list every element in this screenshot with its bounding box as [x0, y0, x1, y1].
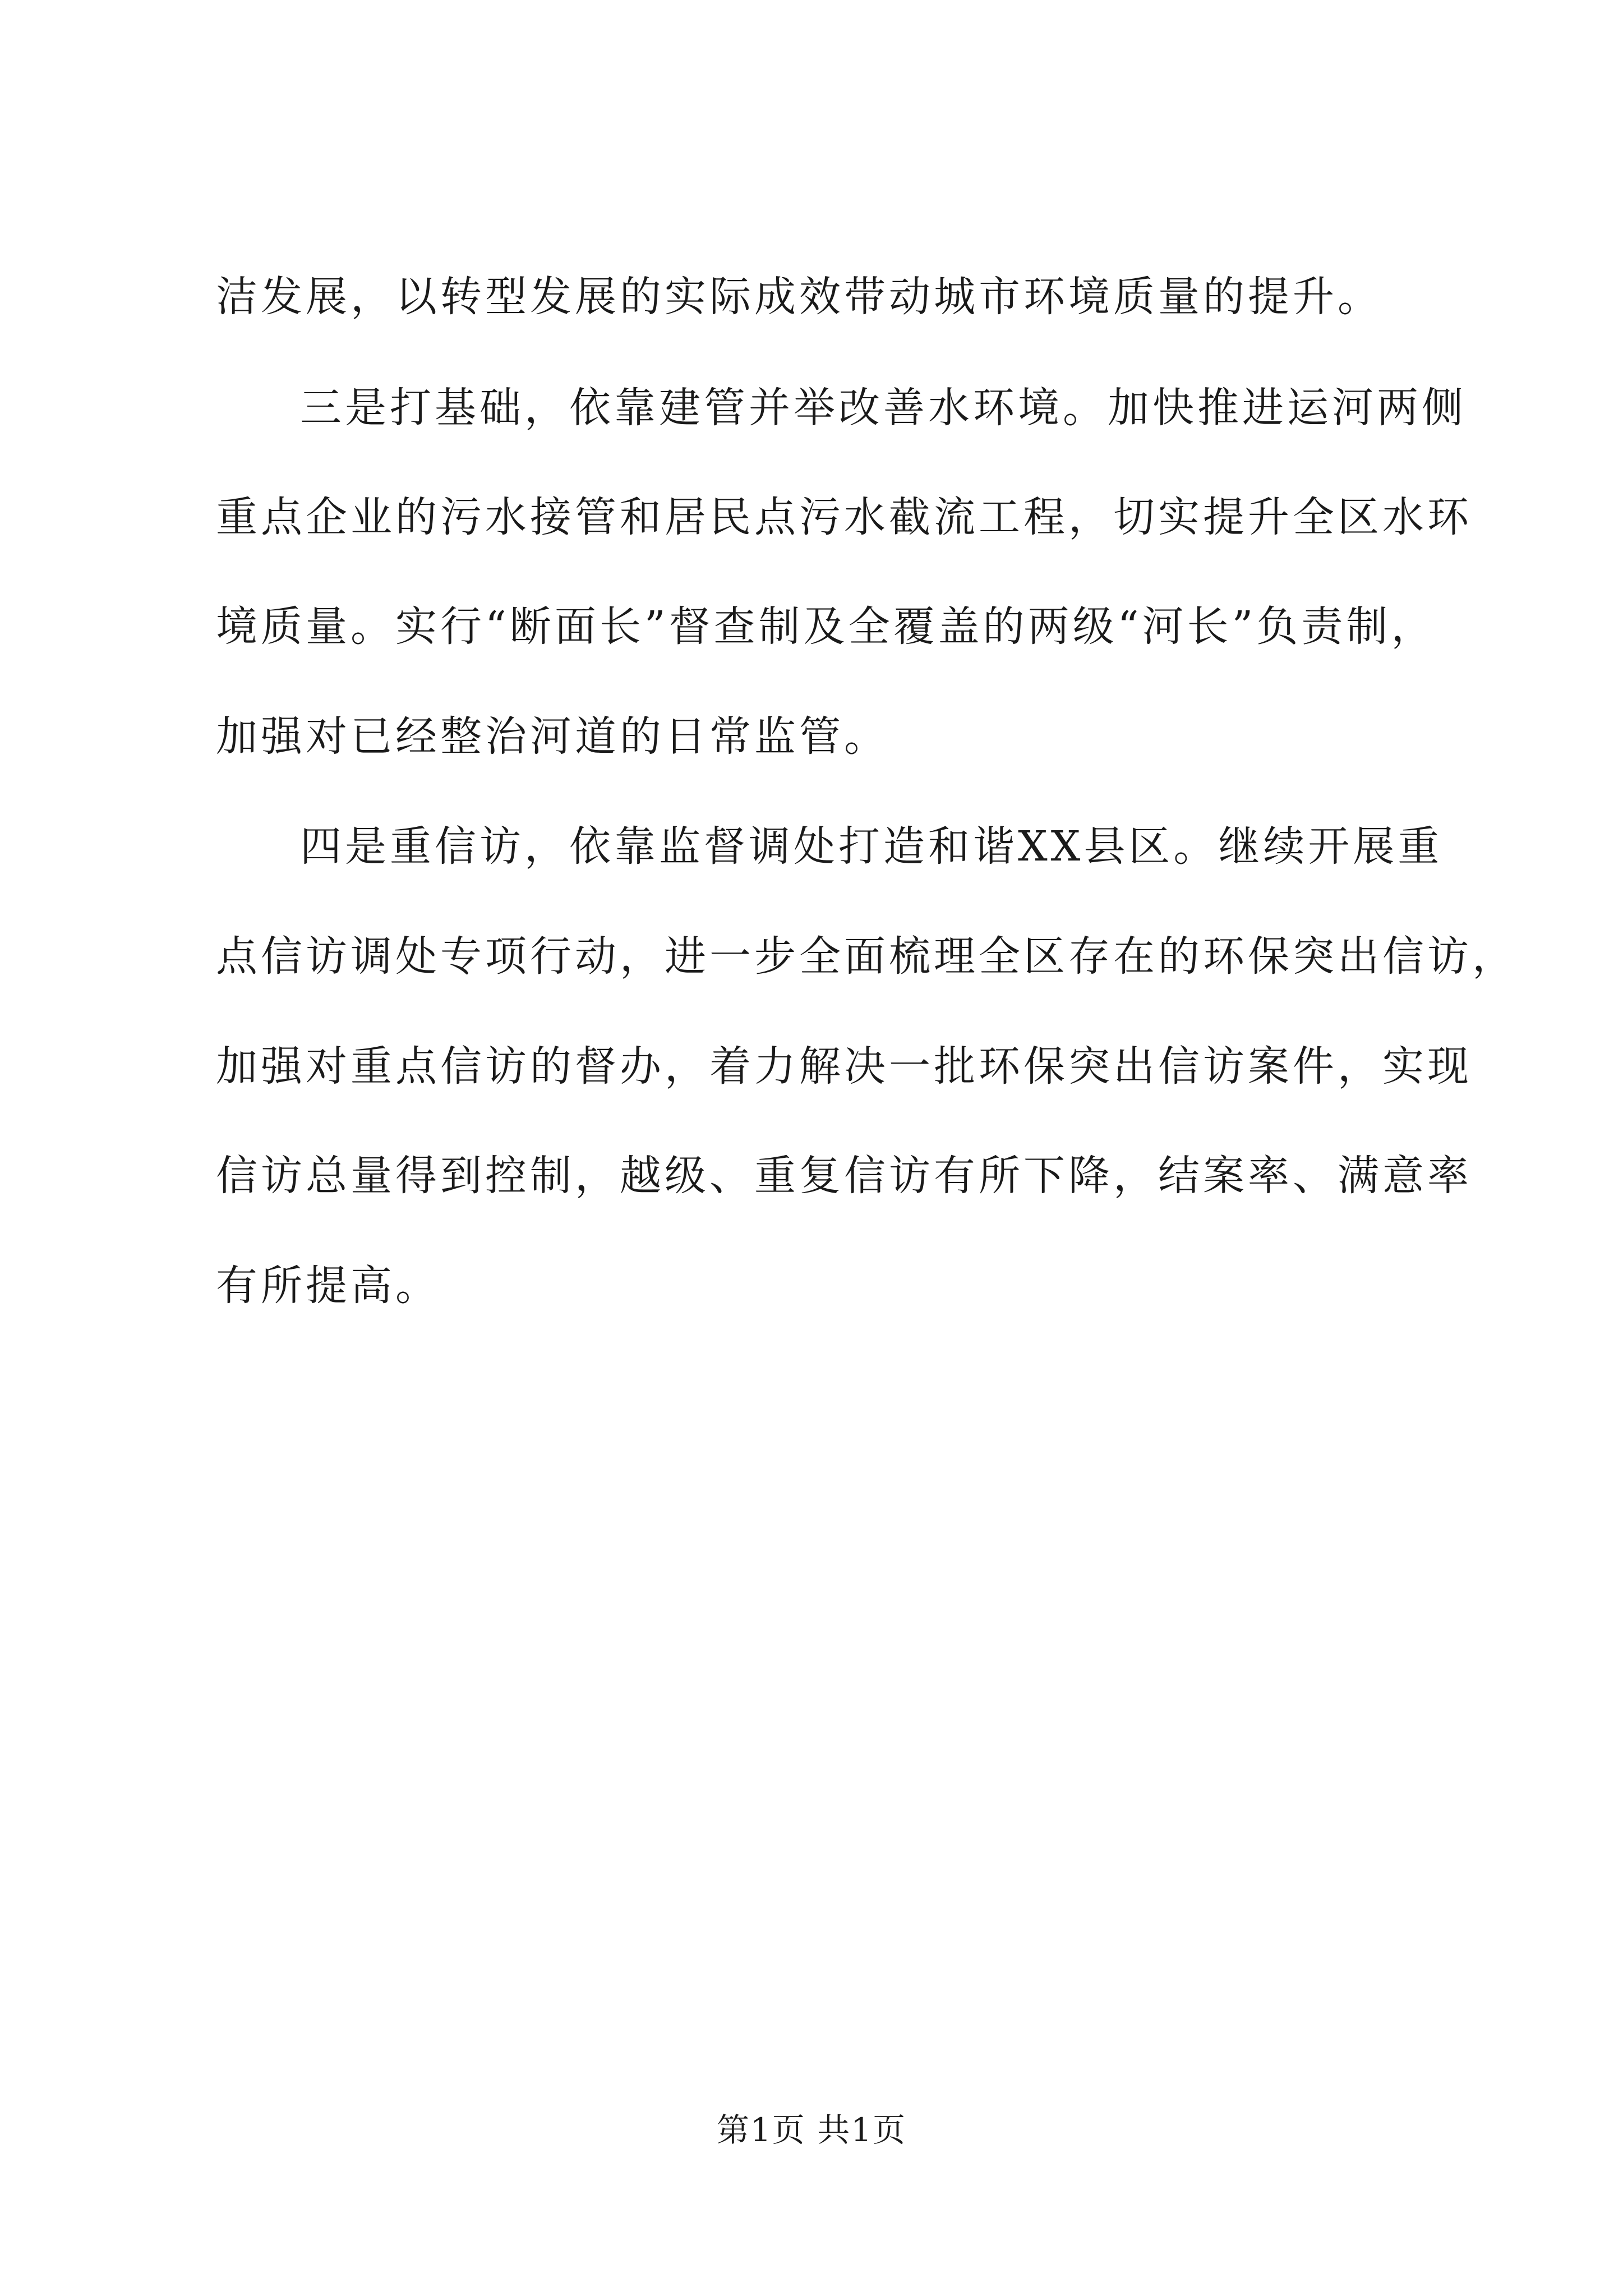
paragraph-2-line-3: 境质量。实行“断面长”督查制及全覆盖的两级“河长”负责制， — [216, 602, 1436, 651]
paragraph-3-line-4: 信访总量得到控制，越级、重复信访有所下降，结案率、满意率 — [216, 1152, 1472, 1200]
paragraph-1-line-1: 洁发展，以转型发展的实际成效带动城市环境质量的提升。 — [216, 273, 1382, 321]
paragraph-2-line-4: 加强对已经整治河道的日常监管。 — [216, 712, 889, 761]
paragraph-3-line-5: 有所提高。 — [216, 1262, 440, 1310]
paragraph-3-line-3: 加强对重点信访的督办，着力解决一批环保突出信访案件，实现 — [216, 1042, 1472, 1091]
paragraph-3-line-1: 四是重信访，依靠监督调处打造和谐XX县区。继续开展重 — [300, 822, 1443, 871]
paragraph-2-line-2: 重点企业的污水接管和居民点污水截流工程，切实提升全区水环 — [216, 493, 1472, 541]
page-number-footer: 第1页 共1页 — [716, 2111, 907, 2149]
paragraph-3-line-2: 点信访调处专项行动，进一步全面梳理全区存在的环保突出信访， — [216, 932, 1517, 981]
paragraph-2-line-1: 三是打基础，依靠建管并举改善水环境。加快推进运河两侧 — [300, 384, 1467, 432]
